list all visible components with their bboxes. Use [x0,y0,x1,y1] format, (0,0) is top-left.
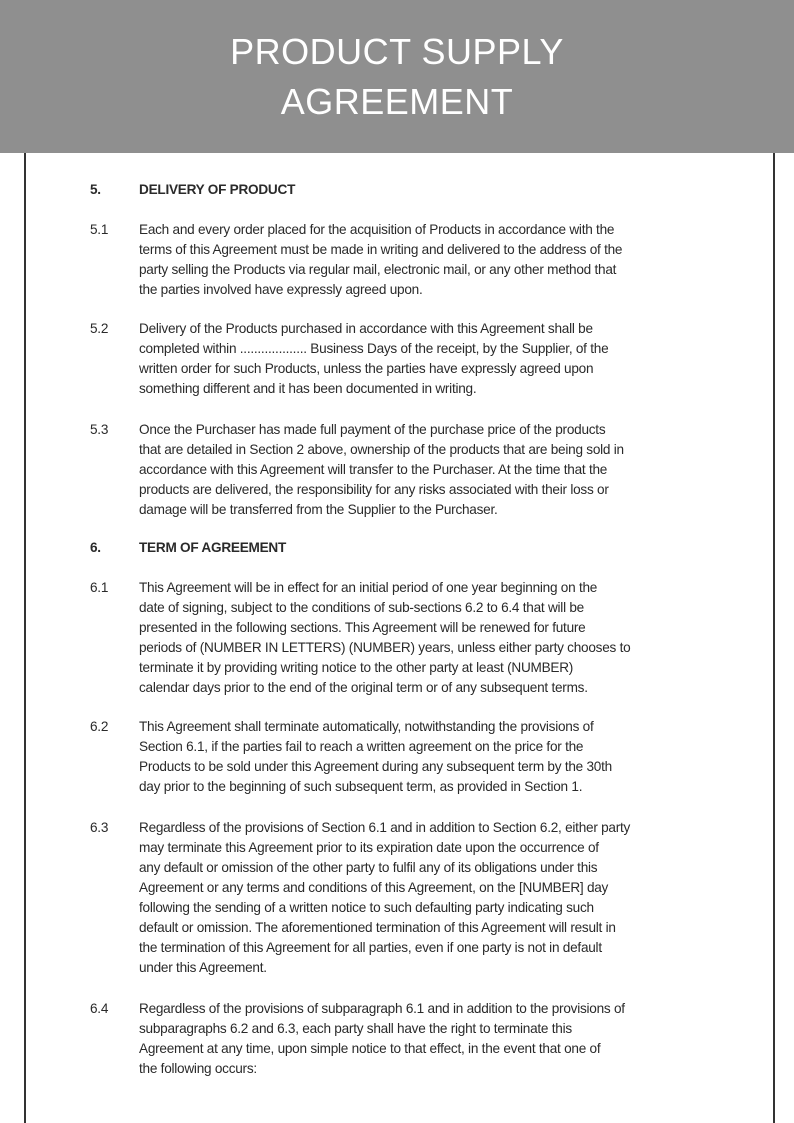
section-title: TERM OF AGREEMENT [139,540,287,555]
clause-line: damage will be transferred from the Supplier to the Purchaser. [139,502,498,517]
clause-line: written order for such Products, unless the parties have expressly agreed upon [139,361,594,376]
title-line-1: PRODUCT SUPPLY [230,31,564,72]
section-title: DELIVERY OF PRODUCT [139,182,296,197]
clause-text [139,319,608,399]
page-border-right [773,153,775,1123]
clause-line: Each and every order placed for the acquisition of Products in accordance with the [139,222,615,237]
clause-line: calendar days prior to the end of the original term or of any subsequent terms. [139,680,588,695]
clause-text [139,420,624,520]
clause-line: terminate it by providing writing notice to the other party at least (NUMBER) [139,660,574,675]
clause-number: 6.4 [90,1001,109,1016]
clause-line: the termination of this Agreement for all parties, even if one party is not in default [139,940,602,955]
clause-line: Section 6.1, if the parties fail to reach a written agreement on the price for the [139,739,584,754]
clause-line: Once the Purchaser has made full payment of the purchase price of the products [139,422,606,437]
title-line-2: AGREEMENT [280,81,514,122]
clause-line: This Agreement will be in effect for an initial period of one year beginning on the [139,580,598,595]
clause-line: products are delivered, the responsibility for any risks associated with their loss or [139,482,609,497]
clause-line: terms of this Agreement must be made in writing and delivered to the address of the [139,242,623,257]
clause-line: periods of (NUMBER IN LETTERS) (NUMBER) years, unless either party chooses to [139,640,631,655]
clause-line: the parties involved have expressly agreed upon. [139,282,423,297]
clause-line: under this Agreement. [139,960,267,975]
clause-text [139,999,625,1079]
clause-number: 5.3 [90,422,109,437]
clause-line: completed within ................... Business Days of the receipt, by the Supplier, of the [139,341,609,356]
clause-line: Delivery of the Products purchased in accordance with this Agreement shall be [139,321,593,336]
section-number: 6. [90,540,101,555]
clause-text [139,818,630,978]
clause-line: Agreement at any time, upon simple notice to that effect, in the event that one of [139,1041,601,1056]
clause-line: default or omission. The aforementioned termination of this Agreement will result in [139,920,616,935]
section-number: 5. [90,182,101,197]
clause-line: accordance with this Agreement will transfer to the Purchaser. At the time that the [139,462,608,477]
clause-line: that are detailed in Section 2 above, ownership of the products that are being sold in [139,442,624,457]
clause-number: 6.3 [90,820,109,835]
clause-line: presented in the following sections. This Agreement will be renewed for future [139,620,586,635]
clause-text [139,220,622,300]
clause-line: party selling the Products via regular mail, electronic mail, or any other method that [139,262,617,277]
clause-line: Products to be sold under this Agreement during any subsequent term by the 30th [139,759,612,774]
title-banner [0,0,794,153]
clause-line: date of signing, subject to the conditions of sub-sections 6.2 to 6.4 that will be [139,600,584,615]
clause-line: Regardless of the provisions of Section 6.1 and in addition to Section 6.2, either party [139,820,631,835]
clause-line: something different and it has been documented in writing. [139,381,477,396]
clause-line: the following occurs: [139,1061,257,1076]
clause-line: may terminate this Agreement prior to its expiration date upon the occurrence of [139,840,599,855]
clause-text [139,717,612,797]
clause-line: Regardless of the provisions of subparagraph 6.1 and in addition to the provisions of [139,1001,625,1016]
clause-line: day prior to the beginning of such subsequent term, as provided in Section 1. [139,779,583,794]
clause-line: Agreement or any terms and conditions of this Agreement, on the [NUMBER] day [139,880,609,895]
clause-number: 6.2 [90,719,109,734]
clause-text [139,578,630,698]
clause-line: following the sending of a written notice to such defaulting party indicating such [139,900,594,915]
clause-line: This Agreement shall terminate automatically, notwithstanding the provisions of [139,719,594,734]
clause-number: 5.2 [90,321,109,336]
page-border-left [24,153,26,1123]
clause-line: subparagraphs 6.2 and 6.3, each party shall have the right to terminate this [139,1021,572,1036]
clause-line: any default or omission of the other party to fulfil any of its obligations under this [139,860,598,875]
clause-number: 5.1 [90,222,109,237]
clause-number: 6.1 [90,580,109,595]
